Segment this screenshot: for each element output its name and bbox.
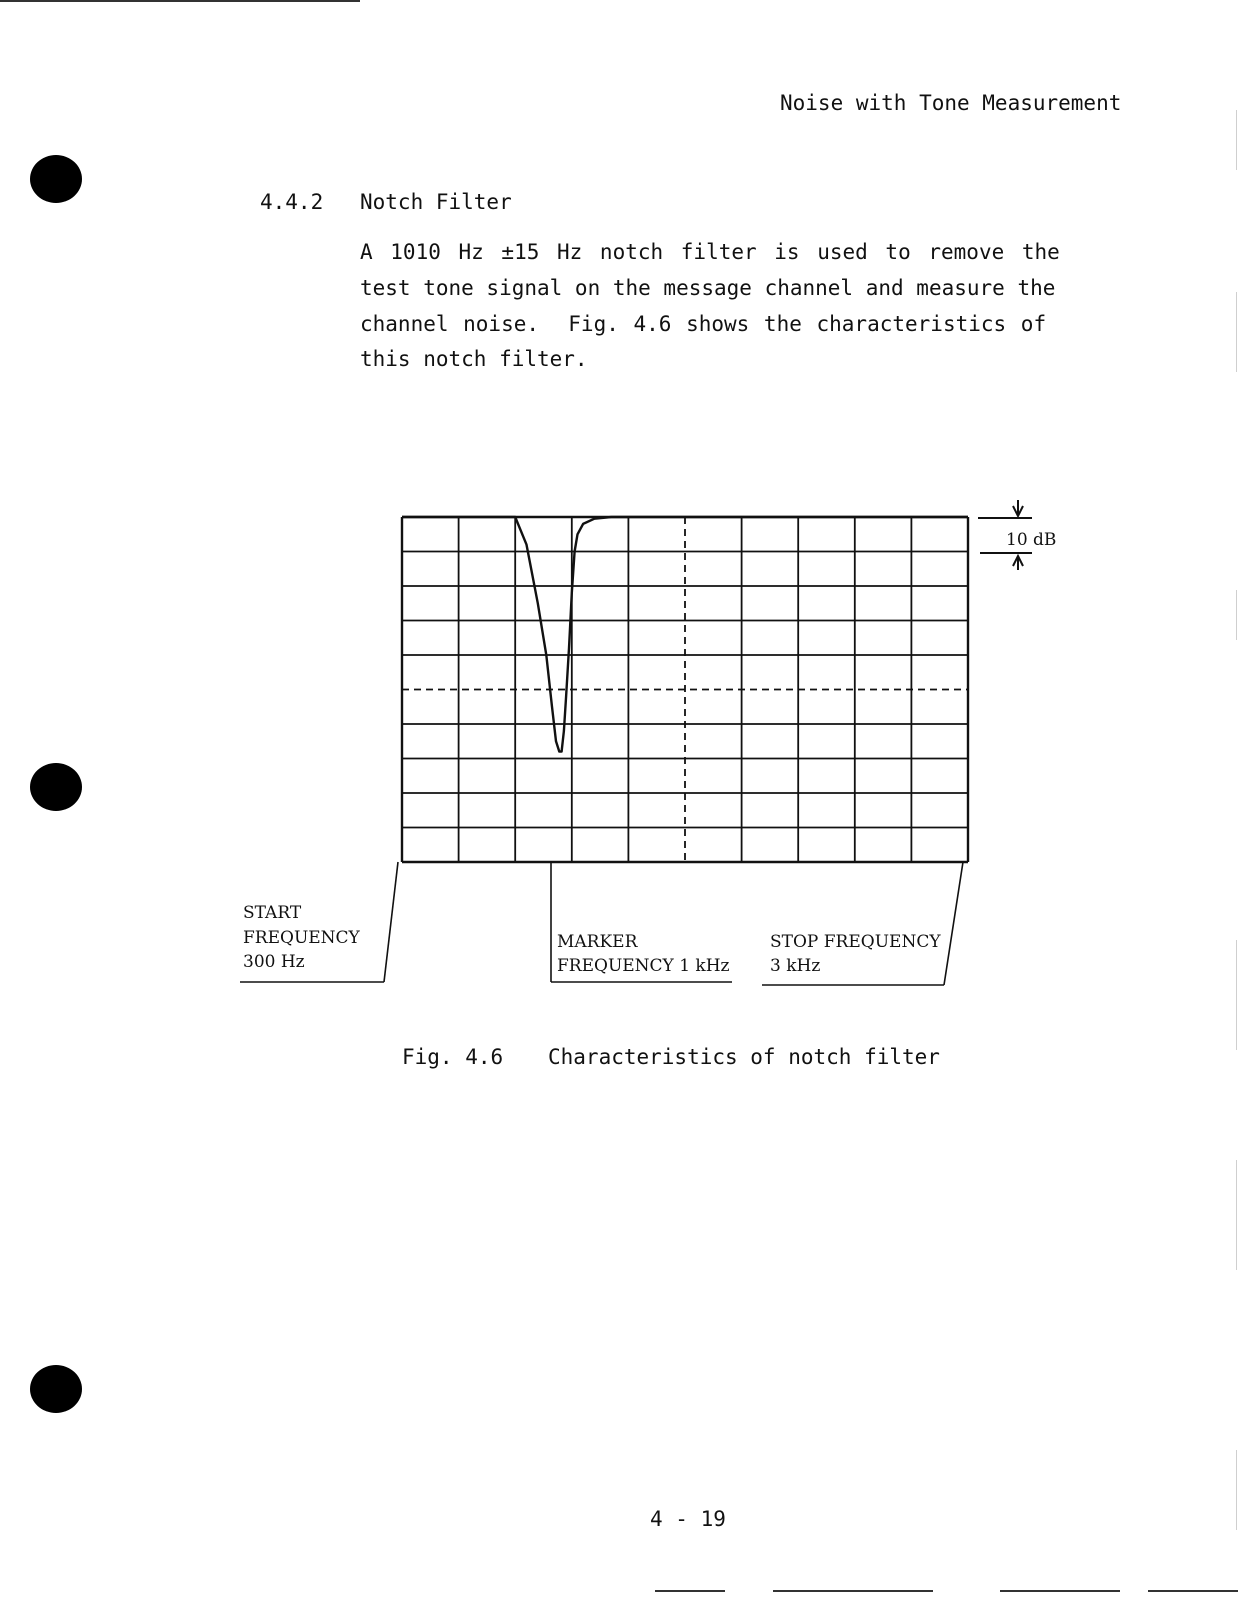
stop-frequency-label-line: 3 kHz — [770, 956, 821, 976]
figure-caption-number: Fig. 4.6 — [402, 1045, 504, 1069]
chart-grid — [402, 517, 968, 862]
marker-frequency-label-line: FREQUENCY 1 kHz — [557, 956, 730, 976]
paragraph-line: channel noise. Fig. 4.6 shows the characteristics of — [360, 312, 1047, 336]
section-number: 4.4.2 — [260, 190, 324, 214]
start-frequency-label-line: 300 Hz — [243, 952, 305, 972]
page-number: 4 - 19 — [650, 1507, 726, 1531]
section-title: Notch Filter — [360, 190, 512, 214]
paragraph-line: test tone signal on the message channel and measure the — [360, 276, 1056, 300]
marker-frequency-label-line: MARKER — [557, 932, 638, 952]
running-header: Noise with Tone Measurement — [780, 91, 1122, 115]
stop-frequency-label-line: STOP FREQUENCY — [770, 932, 941, 952]
figure-caption-text: Characteristics of notch filter — [548, 1045, 940, 1069]
scale-label: 10 dB — [1006, 530, 1057, 550]
start-frequency-label-line: START — [243, 903, 302, 923]
paragraph-line: A 1010 Hz ±15 Hz notch filter is used to remove the — [360, 240, 1060, 264]
start-frequency-label-line: FREQUENCY — [243, 928, 360, 948]
paragraph-line: this notch filter. — [360, 347, 588, 371]
